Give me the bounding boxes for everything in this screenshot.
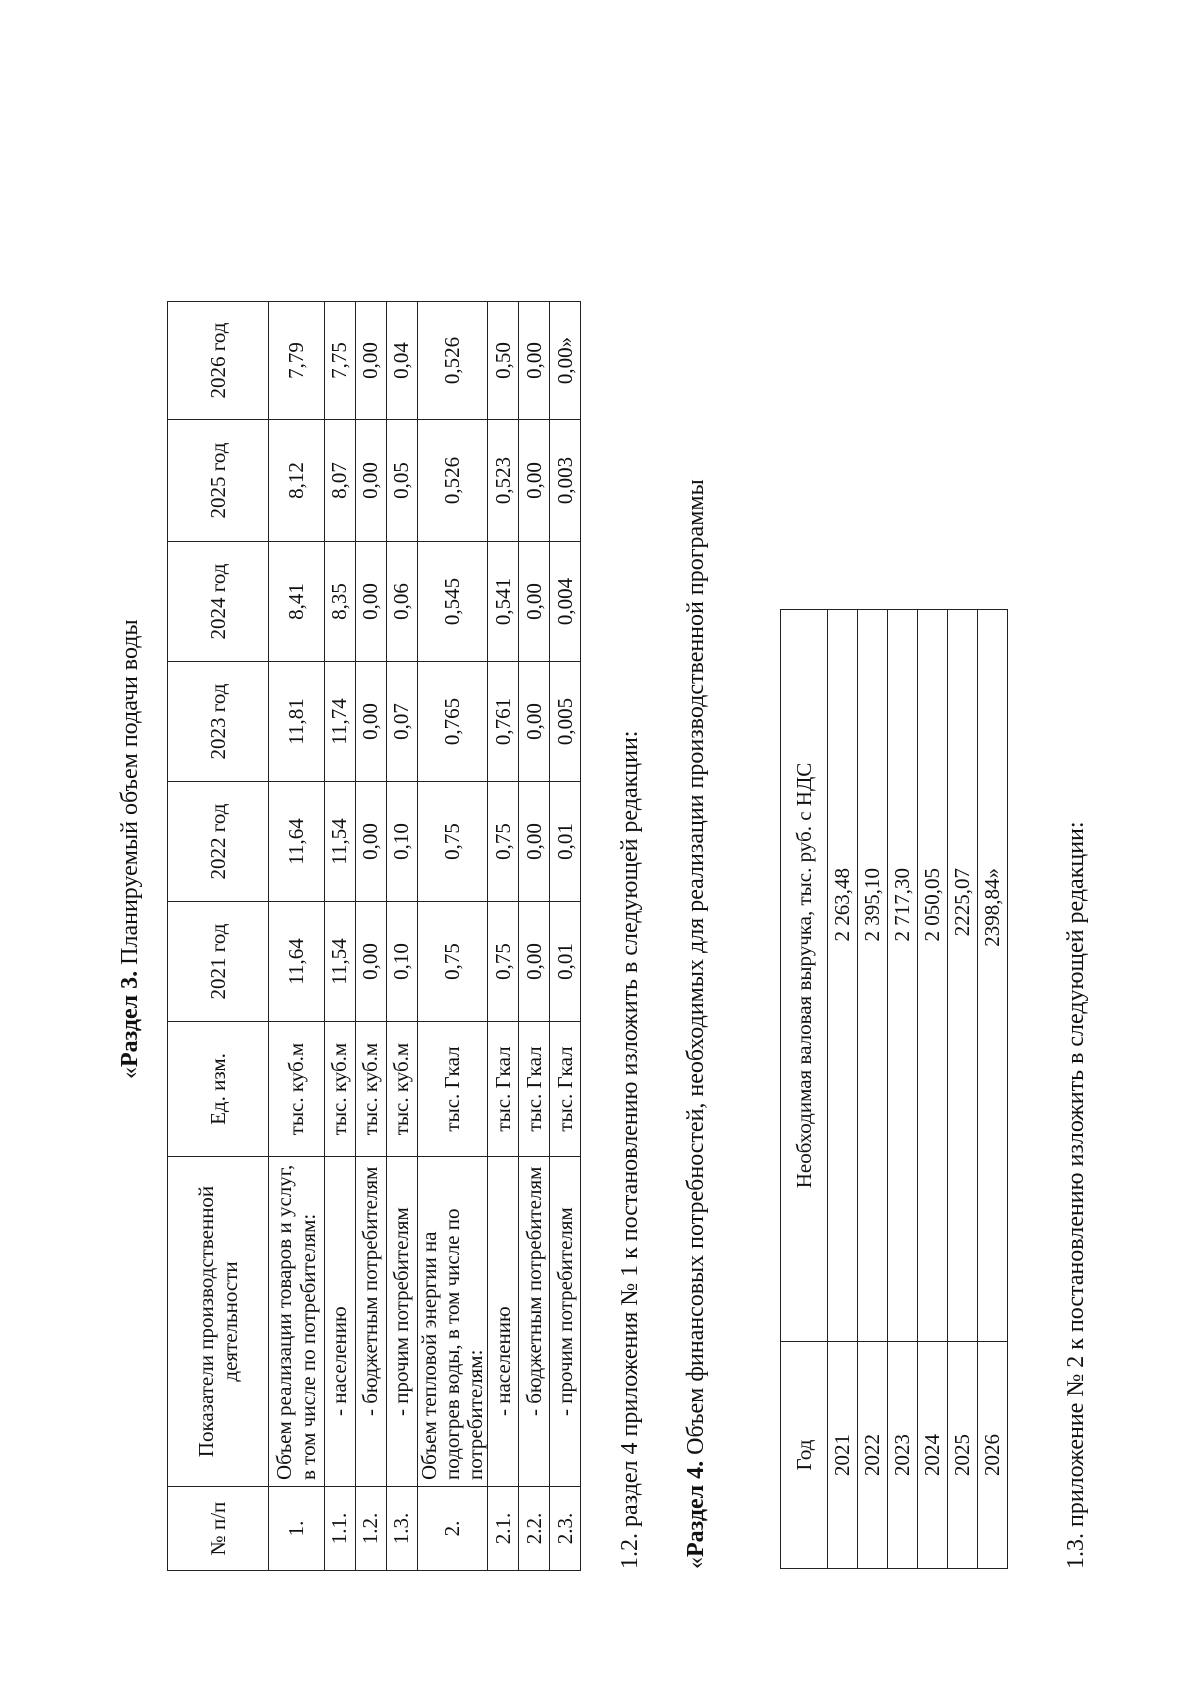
header-cell: Необходимая валовая выручка, тыс. руб. с НДС <box>781 610 828 1342</box>
header-cell: 2026 год <box>168 302 269 420</box>
paragraph-1-3: 1.3. приложение № 2 к постановлению изложить в следующей редакции: <box>1063 821 1089 1569</box>
value-cell: 0,00 <box>519 302 550 420</box>
table-row <box>888 610 918 1569</box>
value-cell: 0,00 <box>356 542 387 662</box>
value-cell: 0,526 <box>418 420 488 542</box>
value-cell: 0,00 <box>519 902 550 1022</box>
table-row <box>325 302 356 1571</box>
row-number: 2.2. <box>519 1487 550 1571</box>
section-4-heading <box>683 479 710 1569</box>
row-number: 1.2. <box>356 1487 387 1571</box>
value-cell: 0,75 <box>488 902 519 1022</box>
value-cell: 0,761 <box>488 662 519 782</box>
unit-cell: тыс. куб.м <box>356 1022 387 1157</box>
year-cell: 2025 <box>948 1342 978 1569</box>
table-row <box>387 302 418 1571</box>
value-cell: 0,004 <box>550 542 581 662</box>
unit-cell: тыс. куб.м <box>325 1022 356 1157</box>
value-cell: 7,75 <box>325 302 356 420</box>
header-cell: 2024 год <box>168 542 269 662</box>
value-cell: 0,00 <box>356 420 387 542</box>
year-cell: 2022 <box>858 1342 888 1569</box>
indicator-name: - населению <box>325 1157 356 1487</box>
row-number: 1.3. <box>387 1487 418 1571</box>
value-cell: 0,00 <box>356 302 387 420</box>
section-3-label: Раздел 3. <box>117 970 143 1067</box>
year-cell: 2021 <box>828 1342 858 1569</box>
value-cell: 0,541 <box>488 542 519 662</box>
table-row <box>828 610 858 1569</box>
value-cell: 0,003 <box>550 420 581 542</box>
value-cell: 0,00 <box>356 782 387 902</box>
value-cell: 0,00 <box>356 662 387 782</box>
value-cell: 0,75 <box>488 782 519 902</box>
value-cell: 0,00 <box>519 420 550 542</box>
year-cell: 2024 <box>918 1342 948 1569</box>
unit-cell: тыс. куб.м <box>269 1022 325 1157</box>
value-cell: 0,00 <box>519 782 550 902</box>
table-row <box>488 302 519 1571</box>
open-quote: « <box>117 1067 143 1079</box>
value-cell: 11,64 <box>269 782 325 902</box>
header-cell: 2021 год <box>168 902 269 1022</box>
indicator-name: - прочим потребителям <box>550 1157 581 1487</box>
table-row <box>269 302 325 1571</box>
table-row <box>519 302 550 1571</box>
value-cell: 0,75 <box>418 782 488 902</box>
revenue-cell: 2398,84» <box>978 610 1008 1342</box>
table-row <box>356 302 387 1571</box>
value-cell: 0,00 <box>519 662 550 782</box>
value-cell: 11,81 <box>269 662 325 782</box>
table-row <box>918 610 948 1569</box>
row-number: 2. <box>418 1487 488 1571</box>
indicator-name: Объем реализации товаров и услуг, в том числе по потребителям: <box>269 1157 325 1487</box>
row-number: 1. <box>269 1487 325 1571</box>
value-cell: 0,00» <box>550 302 581 420</box>
table-row <box>978 610 1008 1569</box>
header-cell: Показатели производственной деятельности <box>168 1157 269 1487</box>
unit-cell: тыс. Гкал <box>519 1022 550 1157</box>
year-cell: 2026 <box>978 1342 1008 1569</box>
water-supply-volume-table <box>167 301 581 1571</box>
value-cell: 0,04 <box>387 302 418 420</box>
header-cell: № п/п <box>168 1487 269 1571</box>
indicator-name: - прочим потребителям <box>387 1157 418 1487</box>
row-number: 1.1. <box>325 1487 356 1571</box>
indicator-name: - населению <box>488 1157 519 1487</box>
table-row <box>948 610 978 1569</box>
year-cell: 2023 <box>888 1342 918 1569</box>
value-cell: 0,06 <box>387 542 418 662</box>
revenue-cell: 2 395,10 <box>858 610 888 1342</box>
value-cell: 0,10 <box>387 902 418 1022</box>
value-cell: 0,01 <box>550 902 581 1022</box>
unit-cell: тыс. Гкал <box>488 1022 519 1157</box>
section-3-heading <box>117 619 144 1079</box>
header-cell: 2022 год <box>168 782 269 902</box>
paragraph-1-2: 1.2. раздел 4 приложения № 1 к постановлению изложить в следующей редакции: <box>617 730 643 1569</box>
value-cell: 0,545 <box>418 542 488 662</box>
value-cell: 8,41 <box>269 542 325 662</box>
revenue-cell: 2 263,48 <box>828 610 858 1342</box>
table-row <box>418 302 488 1571</box>
row-number: 2.1. <box>488 1487 519 1571</box>
financial-needs-table <box>780 609 1008 1569</box>
value-cell: 11,54 <box>325 782 356 902</box>
section-4-title: Объем финансовых потребностей, необходимых для реализации производственной программы <box>683 479 709 1461</box>
value-cell: 11,64 <box>269 902 325 1022</box>
value-cell: 0,01 <box>550 782 581 902</box>
revenue-cell: 2 717,30 <box>888 610 918 1342</box>
header-cell: Год <box>781 1342 828 1569</box>
indicator-name: - бюджетным потребителям <box>519 1157 550 1487</box>
section-4-label: Раздел 4. <box>683 1460 709 1557</box>
value-cell: 8,12 <box>269 420 325 542</box>
open-quote: « <box>683 1557 709 1569</box>
value-cell: 11,74 <box>325 662 356 782</box>
section-3-title: Планируемый объем подачи воды <box>117 619 143 971</box>
value-cell: 0,005 <box>550 662 581 782</box>
value-cell: 0,10 <box>387 782 418 902</box>
value-cell: 7,79 <box>269 302 325 420</box>
value-cell: 0,75 <box>418 902 488 1022</box>
value-cell: 0,00 <box>356 902 387 1022</box>
row-number: 2.3. <box>550 1487 581 1571</box>
value-cell: 8,07 <box>325 420 356 542</box>
value-cell: 0,50 <box>488 302 519 420</box>
value-cell: 0,00 <box>519 542 550 662</box>
unit-cell: тыс. Гкал <box>550 1022 581 1157</box>
value-cell: 0,526 <box>418 302 488 420</box>
indicator-name: - бюджетным потребителям <box>356 1157 387 1487</box>
table-header-row <box>168 302 269 1571</box>
header-cell: Ед. изм. <box>168 1022 269 1157</box>
value-cell: 0,523 <box>488 420 519 542</box>
value-cell: 0,05 <box>387 420 418 542</box>
indicator-name: Объем тепловой энергии на подогрев воды, в том числе по потребителям: <box>418 1157 488 1487</box>
unit-cell: тыс. Гкал <box>418 1022 488 1157</box>
table-row <box>550 302 581 1571</box>
value-cell: 8,35 <box>325 542 356 662</box>
unit-cell: тыс. куб.м <box>387 1022 418 1157</box>
header-cell: 2025 год <box>168 420 269 542</box>
value-cell: 0,07 <box>387 662 418 782</box>
value-cell: 11,54 <box>325 902 356 1022</box>
revenue-cell: 2225,07 <box>948 610 978 1342</box>
header-cell: 2023 год <box>168 662 269 782</box>
revenue-cell: 2 050,05 <box>918 610 948 1342</box>
table-header-row <box>781 610 828 1569</box>
value-cell: 0,765 <box>418 662 488 782</box>
table-row <box>858 610 888 1569</box>
